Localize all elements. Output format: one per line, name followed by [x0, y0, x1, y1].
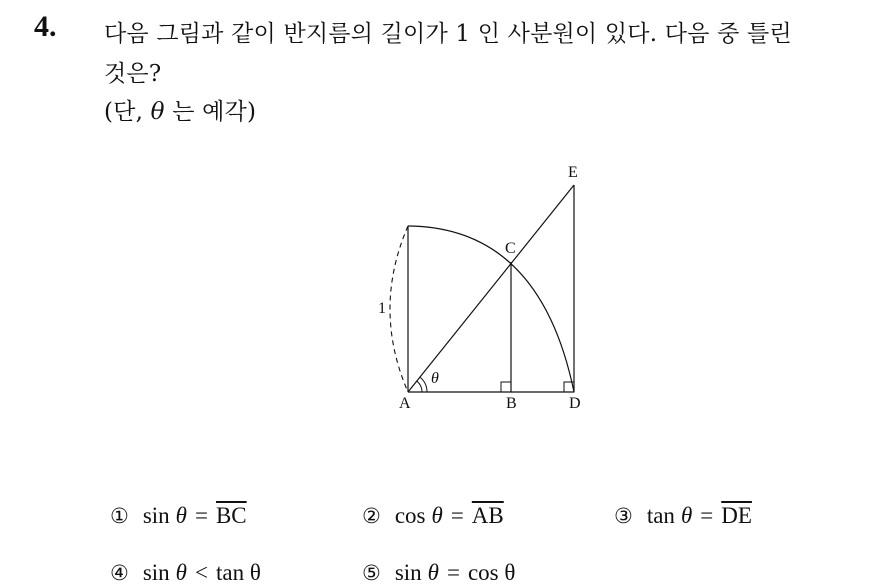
choice-rhs: tan θ: [215, 560, 261, 585]
condition-prefix: (단,: [104, 99, 151, 125]
question-text-line-2: 것은?: [104, 61, 162, 87]
choice-function: tan: [646, 503, 675, 528]
question-number: 4.: [34, 10, 57, 43]
choice-number: ②: [362, 504, 381, 528]
quarter-circle-figure: [360, 155, 610, 415]
choice-number: ③: [614, 504, 633, 528]
choice-3[interactable]: [614, 503, 752, 529]
choice-function: sin: [394, 560, 422, 585]
choice-1[interactable]: [110, 503, 247, 529]
condition-theta: θ: [150, 99, 165, 125]
label-b: B: [506, 395, 517, 412]
choice-rhs: $\overline{AB}$: [471, 503, 504, 528]
label-a: A: [399, 395, 411, 412]
label-theta: θ: [431, 370, 439, 387]
choice-variable: θ: [431, 503, 443, 528]
choice-operator: =: [700, 503, 714, 528]
condition-suffix: 는 예각): [164, 99, 257, 125]
label-radius: 1: [378, 300, 386, 317]
right-angle-b: [501, 382, 511, 392]
angle-arc-outer: [420, 377, 427, 392]
quarter-arc: [408, 226, 574, 392]
choice-rhs: cos θ: [467, 560, 516, 585]
choice-operator: =: [194, 503, 208, 528]
choice-function: cos: [394, 503, 426, 528]
label-e: E: [568, 164, 578, 181]
choice-function: sin: [142, 503, 170, 528]
choice-operator: =: [450, 503, 464, 528]
angle-arc: [417, 381, 422, 392]
choice-number: ④: [110, 561, 129, 585]
label-d: D: [569, 395, 581, 412]
choice-4[interactable]: [110, 560, 261, 586]
choice-2[interactable]: [362, 503, 504, 529]
choice-operator: =: [446, 560, 460, 585]
choice-variable: θ: [175, 503, 187, 528]
length-brace: [390, 226, 408, 392]
choice-5[interactable]: [362, 560, 515, 586]
choice-number: ①: [110, 504, 129, 528]
choice-variable: θ: [680, 503, 693, 528]
figure-diagram: [360, 155, 610, 415]
label-c: C: [505, 240, 516, 257]
choice-operator: <: [194, 560, 208, 585]
choice-rhs: $\overline{BC}$: [215, 503, 247, 528]
line-ae: [408, 185, 574, 392]
choice-variable: θ: [427, 560, 439, 585]
question-text-line-1: 다음 그림과 같이 반지름의 길이가 1 인 사분원이 있다. 다음 중 틀린: [104, 21, 792, 47]
question-condition: [104, 93, 256, 126]
choice-rhs: $\overline{DE}$: [721, 503, 752, 528]
choice-variable: θ: [175, 560, 187, 585]
choice-function: sin: [142, 560, 170, 585]
choice-number: ⑤: [362, 561, 381, 585]
